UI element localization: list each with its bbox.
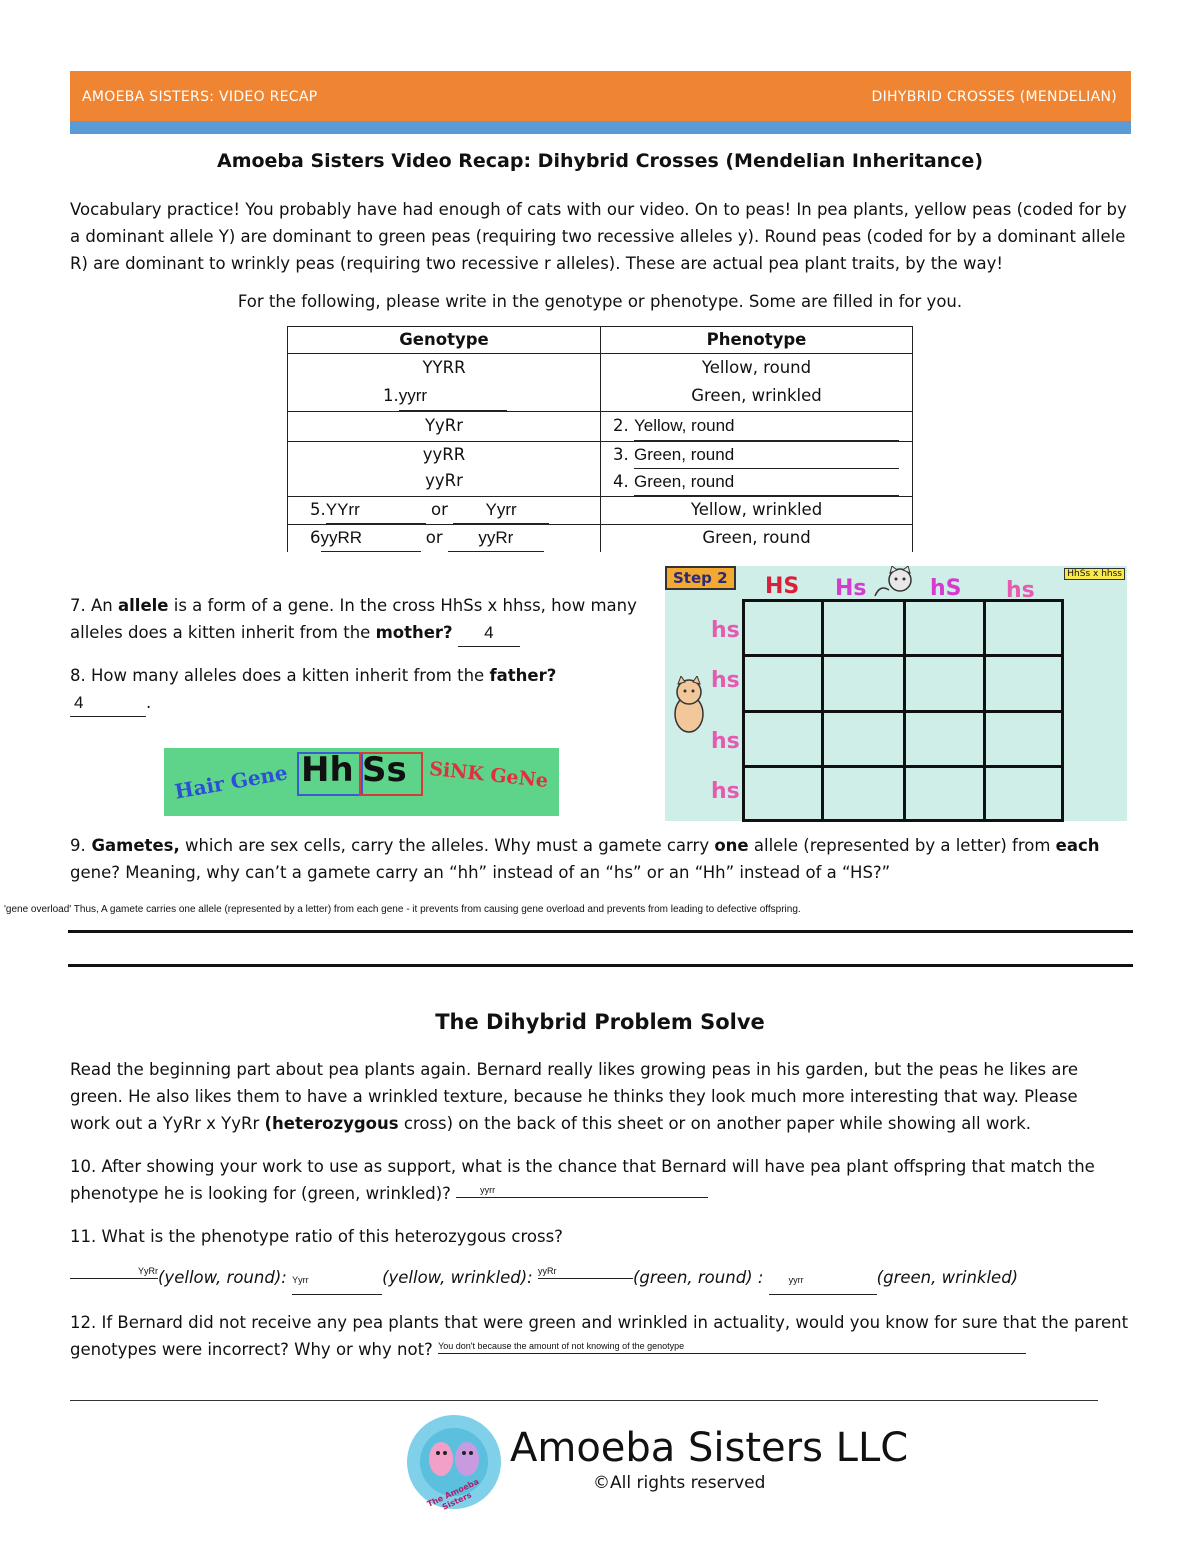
- row-number: 2.: [613, 416, 629, 435]
- q8-text: How many alleles does a kitten inherit from the: [85, 666, 490, 685]
- answer-1: yyrr: [399, 382, 507, 411]
- answer-line: [68, 930, 1133, 933]
- q10-text: 10. After showing your work to use as support, what is the chance that Bernard will have pea plant offspring that match the phenotype he is looking for (green, wrinkled)?: [70, 1157, 1095, 1203]
- question-12: [70, 1309, 1132, 1363]
- ratio-label: (green, round) :: [632, 1268, 764, 1287]
- table-instructions: For the following, please write in the genotype or phenotype. Some are filled in for you.: [237, 292, 963, 311]
- q7-text: is a form of a gene. In the cross HhSs x hhss, how many alleles does a kitten inherit from the: [70, 596, 637, 642]
- answer-5a: YYrr: [326, 497, 426, 524]
- hair-gene-label: Hair Gene: [172, 760, 290, 804]
- cat-icon: [870, 566, 918, 600]
- q9-text: allele (represented by a letter) from: [748, 836, 1056, 855]
- q9-answer: 'gene overload' Thus, A gamete carries one allele (represented by a letter) from each gene - it prevents from causing gene overload and prevents from leading to defective offspring.: [4, 904, 801, 915]
- s2-text: cross) on the back of this sheet or on another paper while showing all work.: [398, 1114, 1031, 1133]
- row-number: 6: [310, 528, 321, 547]
- answer-5b: Yyrr: [453, 497, 549, 524]
- s2-text: Read the beginning part about pea plants again. Bernard really likes growing peas in his garden, but the peas he likes are green. He also likes them to have a wrinkled texture, because he thinks they look much more interesting that way. Please work out a YyRr x YyRr: [70, 1060, 1079, 1133]
- phenotype-cell: Yellow, round: [701, 358, 812, 377]
- phenotype-cell: Green, wrinkled: [691, 386, 822, 405]
- or-label: or: [425, 528, 443, 547]
- q9-text: which are sex cells, carry the alleles. Why must a gamete carry: [179, 836, 715, 855]
- q8-bold: father?: [489, 666, 557, 685]
- q8-number: 8.: [70, 666, 86, 685]
- q7-text: An: [85, 596, 118, 615]
- q10-answer: yyrr: [456, 1183, 708, 1198]
- logo-text: The Amoeba Sisters: [425, 1477, 481, 1512]
- ratio-label: (yellow, round):: [158, 1268, 287, 1287]
- header-bar: [70, 71, 1131, 121]
- ratio-answer-4: yyrr: [769, 1267, 877, 1295]
- company-name: Amoeba Sisters LLC: [510, 1425, 909, 1471]
- answer-6b: yyRr: [448, 525, 544, 552]
- sink-gene-label: SiNK GeNe: [428, 757, 550, 793]
- question-11: 11. What is the phenotype ratio of this heterozygous cross?: [70, 1227, 563, 1246]
- gamete-header: hS: [930, 576, 962, 601]
- phenotype-cell: Green, round: [702, 528, 811, 547]
- page-title: Amoeba Sisters Video Recap: Dihybrid Crosses (Mendelian Inheritance): [216, 150, 984, 172]
- ratio-answer-2: Yyrr: [292, 1267, 382, 1295]
- hh-label: Hh: [301, 750, 354, 790]
- genotype-phenotype-table: [287, 326, 913, 552]
- q7-bold: mother?: [375, 623, 453, 642]
- q9-bold: Gametes,: [85, 836, 180, 855]
- phenotype-header: Phenotype: [601, 327, 913, 354]
- genotype-header: Genotype: [288, 327, 601, 354]
- ratio-answer-3: yyRr: [538, 1264, 633, 1279]
- header-right: DIHYBRID CROSSES (MENDELIAN): [871, 89, 1117, 105]
- ss-label: Ss: [362, 750, 407, 790]
- gamete-header: HS: [765, 574, 800, 599]
- q12-text: 12. If Bernard did not receive any pea plants that were green and wrinkled in actuality, would you know for sure that the parent genotypes were incorrect? Why or why not?: [70, 1313, 1129, 1359]
- q8-end: .: [146, 693, 152, 712]
- punnett-square-image: [665, 566, 1127, 821]
- gamete-side: hs: [711, 668, 740, 693]
- gamete-side: hs: [711, 729, 740, 754]
- ratio-answer-1: YyRr: [70, 1264, 158, 1279]
- genotype-cell: yyRR: [422, 445, 466, 464]
- header-left: AMOEBA SISTERS: VIDEO RECAP: [82, 89, 318, 105]
- answer-2: Yellow, round: [634, 412, 899, 441]
- ratio-label: (green, wrinkled): [876, 1268, 1019, 1287]
- intro-paragraph: Vocabulary practice! You probably have had enough of cats with our video. On to peas! In pea plants, yellow peas (coded for by a dominant allele Y) are dominant to green peas (requiring two recessive alleles y). Round peas (coded for by a dominant allele R) are dominant to wrinkly peas (requiring two recessive r alleles). These are actual pea plant traits, by the way!: [70, 200, 1127, 273]
- answer-3: Green, round: [634, 442, 899, 469]
- cat-icon: [669, 676, 709, 734]
- genotype-cell: yyRr: [425, 471, 463, 490]
- rights-text: ©All rights reserved: [593, 1473, 766, 1493]
- phenotype-ratio: [70, 1264, 1132, 1295]
- section-2-intro: [70, 1056, 1120, 1137]
- or-label: or: [431, 500, 448, 519]
- q12-answer: You don't because the amount of not knowing of the genotype: [438, 1339, 1026, 1354]
- answer-4: Green, round: [634, 469, 899, 496]
- row-number: 1.: [383, 386, 399, 405]
- step-label: Step 2: [665, 566, 736, 590]
- question-10: [70, 1153, 1132, 1207]
- q7-number: 7.: [70, 596, 86, 615]
- header-accent-bar: [70, 121, 1131, 134]
- question-9: [70, 832, 1132, 886]
- q7-bold: allele: [118, 596, 169, 615]
- q8-answer: 4: [70, 689, 146, 717]
- gene-image: [164, 748, 559, 816]
- gamete-side: hs: [711, 779, 740, 804]
- gamete-header: Hs: [835, 576, 867, 601]
- question-7: [70, 592, 640, 647]
- question-8: [70, 662, 630, 717]
- gamete-header: hs: [1006, 578, 1035, 603]
- ratio-label: (yellow, wrinkled):: [382, 1268, 533, 1287]
- footer-divider: [70, 1400, 1098, 1401]
- answer-line: [68, 964, 1133, 967]
- punnett-grid: [742, 599, 1064, 822]
- q9-text: gene? Meaning, why can’t a gamete carry an “hh” instead of an “hs” or an “Hh” instead of a “HS?”: [70, 863, 891, 882]
- answer-6a: yyRR: [321, 525, 421, 552]
- section-2-title: The Dihybrid Problem Solve: [435, 1010, 765, 1034]
- phenotype-cell: Yellow, wrinkled: [690, 500, 823, 519]
- s2-bold: (heterozygous: [264, 1114, 399, 1133]
- q9-number: 9.: [70, 836, 86, 855]
- row-number: 4.: [613, 472, 629, 491]
- row-number: 3.: [613, 445, 629, 464]
- genotype-cell: YYRR: [422, 358, 466, 377]
- q9-bold: each: [1055, 836, 1100, 855]
- gamete-side: hs: [711, 618, 740, 643]
- cross-label: HhSs x hhss: [1064, 568, 1125, 580]
- q9-bold: one: [714, 836, 749, 855]
- genotype-cell: YyRr: [424, 416, 464, 435]
- row-number: 5.: [310, 500, 326, 519]
- q7-answer: 4: [458, 619, 520, 647]
